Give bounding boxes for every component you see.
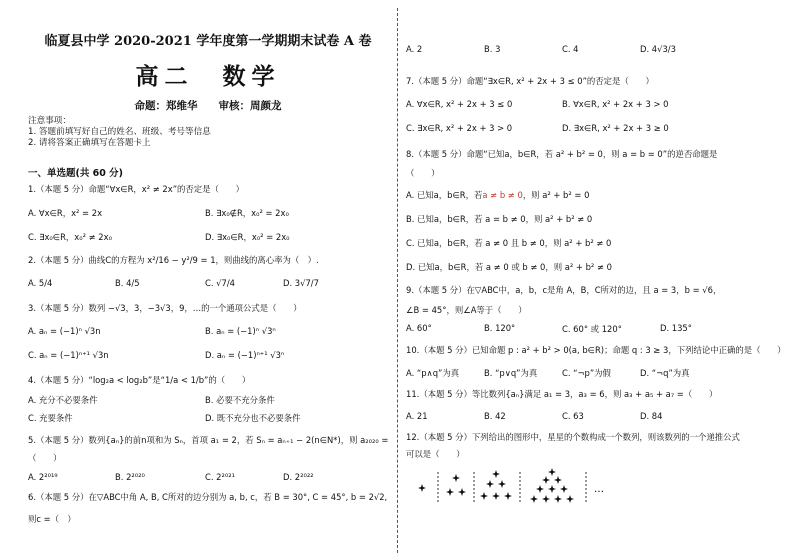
question-2: 2.（本题 5 分）曲线C的方程为 x²/16 − y²/9 = 1，则曲线的离心率为（ ）. bbox=[28, 255, 319, 265]
option-10b: B. “p∨q”为真 bbox=[484, 368, 538, 378]
option-4c: C. 充要条件 bbox=[28, 413, 73, 423]
option-8a-post: ，则 a² + b² = 0 bbox=[522, 190, 590, 200]
question-12: 12.（本题 5 分）下列给出的图形中，星星的个数构成一个数列，则该数列的一个递推公式 bbox=[406, 432, 740, 442]
star-icon bbox=[554, 476, 562, 484]
question-10: 10.（本题 5 分）已知命题 p : a² + b² > 0(a, b∈R)；命题 q : 3 ≥ 3，下列结论中正确的是（ ） bbox=[406, 345, 786, 355]
question-8-paren: （ ） bbox=[406, 168, 440, 178]
question-4: 4.（本题 5 分）“log₂a < log₂b”是“1/a < 1/b”的（ ） bbox=[28, 375, 251, 385]
option-8a bbox=[406, 189, 589, 201]
option-10d: D. “¬q”为真 bbox=[640, 368, 690, 378]
option-4d: D. 既不充分也不必要条件 bbox=[205, 413, 301, 423]
section-heading: 一、单选题(共 60 分) bbox=[28, 168, 124, 179]
star-icon bbox=[542, 495, 550, 503]
option-7b: B. ∀x∈R, x² + 2x + 3 > 0 bbox=[562, 99, 669, 109]
option-6a: A. 2 bbox=[406, 44, 423, 54]
option-6b: B. 3 bbox=[484, 44, 501, 54]
star-icon bbox=[548, 468, 556, 476]
option-8c: C. 已知a，b∈R，若 a ≠ 0 且 b ≠ 0，则 a² + b² ≠ 0 bbox=[406, 238, 612, 248]
option-6d: D. 4√3/3 bbox=[640, 44, 676, 54]
star-icon bbox=[452, 474, 460, 482]
question-3: 3.（本题 5 分）数列 −√3，3，−3√3，9，…的一个通项公式是（ ） bbox=[28, 303, 302, 313]
star-icon bbox=[480, 492, 488, 500]
star-figure-2 bbox=[446, 474, 466, 496]
star-ellipsis: … bbox=[594, 484, 604, 495]
star-figure-3 bbox=[480, 470, 512, 500]
star-icon bbox=[492, 492, 500, 500]
star-icon bbox=[486, 480, 494, 488]
column-divider bbox=[397, 8, 398, 553]
option-5a: A. 2²⁰¹⁹ bbox=[28, 472, 58, 482]
question-7: 7.（本题 5 分）命题“∃x∈R, x² + 2x + 3 ≤ 0”的否定是（ ） bbox=[406, 76, 654, 86]
notes-title: 注意事项： bbox=[28, 116, 71, 126]
option-1a: A. ∀x∈R，x² = 2x bbox=[28, 208, 103, 218]
option-9d: D. 135° bbox=[660, 323, 692, 333]
star-icon bbox=[560, 485, 568, 493]
option-11b: B. 42 bbox=[484, 411, 506, 421]
option-8a-highlight: a ≠ b ≠ 0 bbox=[482, 190, 523, 200]
option-11d: D. 84 bbox=[640, 411, 663, 421]
option-7d: D. ∃x∈R, x² + 2x + 3 ≥ 0 bbox=[562, 123, 669, 133]
star-icon bbox=[530, 495, 538, 503]
option-3c: C. aₙ = (−1)ⁿ⁺¹ √3n bbox=[28, 350, 109, 360]
option-1d: D. ∃x₀∈R，x₀² = 2x₀ bbox=[205, 232, 290, 242]
star-icon bbox=[458, 488, 466, 496]
option-5d: D. 2²⁰²² bbox=[283, 472, 314, 482]
question-8: 8.（本题 5 分）命题“已知a，b∈R，若 a² + b² = 0，则 a = b = 0”的逆否命题是 bbox=[406, 149, 718, 159]
authors-line: 命题：郑维华 审核：周颜龙 bbox=[134, 100, 282, 112]
option-4b: B. 必要不充分条件 bbox=[205, 395, 275, 405]
option-4a: A. 充分不必要条件 bbox=[28, 395, 98, 405]
option-7c: C. ∃x∈R, x² + 2x + 3 > 0 bbox=[406, 123, 513, 133]
star-icon bbox=[536, 485, 544, 493]
option-3a: A. aₙ = (−1)ⁿ √3n bbox=[28, 326, 101, 336]
option-10c: C. “¬p”为假 bbox=[562, 368, 611, 378]
notes-block bbox=[28, 116, 388, 149]
star-figures bbox=[410, 468, 670, 508]
star-icon bbox=[566, 495, 574, 503]
question-6-cont: 则c =（ ） bbox=[28, 514, 76, 524]
star-icon bbox=[446, 488, 454, 496]
option-10a: A. “p∧q”为真 bbox=[406, 368, 460, 378]
star-icon bbox=[548, 485, 556, 493]
option-11c: C. 63 bbox=[562, 411, 584, 421]
question-9-cont: ∠B = 45°，则∠A等于（ ） bbox=[406, 305, 527, 315]
question-5-paren: （ ） bbox=[28, 453, 62, 463]
option-2a: A. 5/4 bbox=[28, 278, 53, 288]
option-8b: B. 已知a，b∈R，若 a = b ≠ 0，则 a² + b² ≠ 0 bbox=[406, 214, 593, 224]
question-12-cont: 可以是（ ） bbox=[406, 449, 465, 459]
option-5c: C. 2²⁰²¹ bbox=[205, 472, 235, 482]
star-icon bbox=[504, 492, 512, 500]
exam-title: 临夏县中学 2020-2021 学年度第一学期期末试卷 A 卷 bbox=[44, 34, 372, 49]
star-figure-1 bbox=[418, 484, 426, 492]
subject-title: 高二 数学 bbox=[135, 64, 281, 90]
option-2d: D. 3√7/7 bbox=[283, 278, 319, 288]
option-8a-pre: A. 已知a，b∈R，若 bbox=[406, 190, 483, 200]
option-1c: C. ∃x₀∈R，x₀² ≠ 2x₀ bbox=[28, 232, 112, 242]
option-9c: C. 60° 或 120° bbox=[562, 324, 622, 334]
option-2c: C. √7/4 bbox=[205, 278, 235, 288]
option-9b: B. 120° bbox=[484, 323, 516, 333]
option-2b: B. 4/5 bbox=[115, 278, 140, 288]
notes-item: 1. 答题前填写好自己的姓名、班级、考号等信息 bbox=[28, 127, 211, 137]
star-icon bbox=[492, 470, 500, 478]
option-6c: C. 4 bbox=[562, 44, 579, 54]
question-11: 11.（本题 5 分）等比数列{aₙ}满足 a₁ = 3，a₃ = 6，则 a₃ + a₅ + a₇ =（ ） bbox=[406, 389, 718, 399]
question-6: 6.（本题 5 分）在▽ABC中角 A, B, C所对的边分别为 a, b, c，若 B = 30°, C = 45°, b = 2√2, bbox=[28, 492, 388, 502]
option-3b: B. aₙ = (−1)ⁿ √3ⁿ bbox=[205, 326, 276, 336]
question-9: 9.（本题 5 分）在▽ABC中，a，b，c是角 A，B，C所对的边，且 a = 3，b = √6， bbox=[406, 285, 722, 295]
option-9a: A. 60° bbox=[406, 323, 432, 333]
star-icon bbox=[418, 484, 426, 492]
option-11a: A. 21 bbox=[406, 411, 428, 421]
question-5: 5.（本题 5 分）数列{aₙ}的前n项和为 Sₙ，首项 a₁ = 2，若 Sₙ = aₙ₊₁ − 2(n∈N*)，则 a₂₀₂₀ = bbox=[28, 435, 389, 445]
option-7a: A. ∀x∈R, x² + 2x + 3 ≤ 0 bbox=[406, 99, 513, 109]
star-figure-4 bbox=[530, 468, 574, 503]
option-3d: D. aₙ = (−1)ⁿ⁺¹ √3ⁿ bbox=[205, 350, 285, 360]
option-5b: B. 2²⁰²⁰ bbox=[115, 472, 145, 482]
option-1b: B. ∃x₀∉R，x₀² = 2x₀ bbox=[205, 208, 289, 218]
star-icon bbox=[498, 480, 506, 488]
question-1: 1.（本题 5 分）命题“∀x∈R，x² ≠ 2x”的否定是（ ） bbox=[28, 184, 245, 194]
option-8d: D. 已知a，b∈R，若 a ≠ 0 或 b ≠ 0，则 a² + b² ≠ 0 bbox=[406, 262, 612, 272]
notes-item: 2. 请将答案正确填写在答题卡上 bbox=[28, 138, 151, 148]
star-icon bbox=[542, 476, 550, 484]
star-icon bbox=[554, 495, 562, 503]
